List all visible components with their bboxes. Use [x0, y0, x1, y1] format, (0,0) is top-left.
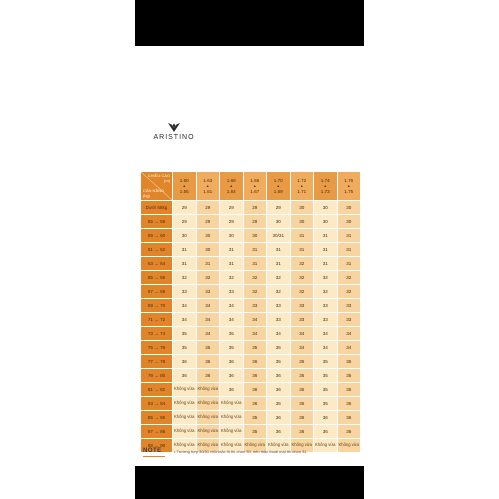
- size-cell: 33: [337, 299, 361, 313]
- size-cell: 31: [243, 243, 267, 257]
- table-body: [141, 201, 361, 453]
- size-cell: 31: [196, 257, 220, 271]
- size-cell: 29: [243, 215, 267, 229]
- height-max: 1.70: [273, 178, 283, 183]
- size-cell: 33: [267, 299, 291, 313]
- height-max: 1.66: [226, 178, 236, 183]
- size-cell: 30: [290, 215, 314, 229]
- size-cell: 29: [196, 201, 220, 215]
- weight-range-label: 85 → 86: [141, 411, 173, 425]
- size-cell: Không vừa: [290, 439, 314, 453]
- size-cell: 33: [196, 285, 220, 299]
- size-cell: 36: [314, 411, 338, 425]
- size-cell: 30: [314, 215, 338, 229]
- size-cell: 36: [196, 369, 220, 383]
- size-cell: 33: [314, 313, 338, 327]
- size-cell: 36: [290, 411, 314, 425]
- size-cell: 35: [314, 369, 338, 383]
- size-cell: 32: [337, 271, 361, 285]
- size-cell: 31: [173, 257, 197, 271]
- height-min: 1.75: [344, 189, 354, 194]
- size-cell: 35: [267, 341, 291, 355]
- size-cell: 34: [243, 313, 267, 327]
- arrow-up-icon: ▲: [182, 184, 186, 188]
- size-cell: Không vừa: [220, 411, 244, 425]
- height-max: 1.68: [250, 178, 260, 183]
- size-cell: 30: [337, 215, 361, 229]
- size-cell: 36: [243, 383, 267, 397]
- size-cell: 31: [337, 229, 361, 243]
- weight-range-label: 79 → 80: [141, 369, 173, 383]
- arrow-up-icon: ▲: [300, 184, 304, 188]
- size-cell: 34: [267, 327, 291, 341]
- weight-range-label: 69 → 70: [141, 299, 173, 313]
- size-cell: 29: [220, 215, 244, 229]
- size-cell: 35: [220, 341, 244, 355]
- size-cell: 31: [314, 243, 338, 257]
- size-cell: 34: [196, 313, 220, 327]
- size-cell: 36: [314, 425, 338, 439]
- size-cell: 36: [267, 369, 291, 383]
- arrow-up-icon: ▲: [323, 184, 327, 188]
- size-cell: 33: [243, 299, 267, 313]
- arrow-up-icon: ▲: [276, 184, 280, 188]
- weight-range-label: 67 → 68: [141, 285, 173, 299]
- size-cell: 35: [173, 341, 197, 355]
- size-cell: 32: [337, 285, 361, 299]
- size-cell: 34: [290, 327, 314, 341]
- height-label: CHIỀU CAO: [147, 173, 170, 178]
- weight-range-label: 81 → 82: [141, 383, 173, 397]
- size-cell: 30/31: [267, 229, 291, 243]
- size-cell: 29: [173, 201, 197, 215]
- aristino-emblem-icon: [167, 122, 181, 133]
- height-unit: (m): [164, 177, 170, 183]
- size-cell: Không vừa: [196, 397, 220, 411]
- corner-weight-label: [143, 189, 164, 198]
- size-cell: 29: [267, 201, 291, 215]
- arrow-up-icon: ▲: [229, 184, 233, 188]
- size-cell: Không vừa: [196, 439, 220, 453]
- size-cell: 31: [267, 243, 291, 257]
- table-row: [141, 341, 361, 355]
- size-cell: 34: [243, 327, 267, 341]
- size-cell: 34: [173, 313, 197, 327]
- size-cell: Không vừa: [196, 383, 220, 397]
- height-min: 1.71: [297, 189, 307, 194]
- size-chart-table: [140, 171, 361, 453]
- size-cell: 34: [290, 341, 314, 355]
- size-cell: 32: [290, 271, 314, 285]
- size-cell: 34: [220, 313, 244, 327]
- size-cell: 35: [314, 383, 338, 397]
- size-cell: 31: [337, 243, 361, 257]
- top-black-bar: [135, 0, 364, 46]
- size-cell: 35: [267, 355, 291, 369]
- size-cell: 35: [290, 355, 314, 369]
- size-cell: 32: [196, 271, 220, 285]
- size-cell: 36: [243, 369, 267, 383]
- size-cell: 35: [243, 341, 267, 355]
- size-cell: 31: [337, 257, 361, 271]
- size-cell: Không vừa: [337, 439, 361, 453]
- size-cell: 31: [290, 243, 314, 257]
- size-cell: 34: [337, 327, 361, 341]
- note-section: [140, 445, 360, 459]
- table-row: [141, 411, 361, 425]
- size-cell: 32: [290, 257, 314, 271]
- size-cell: 36: [220, 355, 244, 369]
- size-cell: 32: [290, 285, 314, 299]
- weight-range-label: 83 → 84: [141, 397, 173, 411]
- height-column-header: [173, 172, 197, 201]
- weight-range-label: 87 → 88: [141, 425, 173, 439]
- height-column-header: [243, 172, 267, 201]
- corner-height-label: [148, 174, 170, 183]
- table-row: [141, 243, 361, 257]
- size-cell: 36: [337, 425, 361, 439]
- size-cell: 29: [220, 201, 244, 215]
- weight-range-label: Dưới 55kg: [141, 201, 173, 215]
- table-row: [141, 313, 361, 327]
- size-cell: 33: [337, 313, 361, 327]
- bottom-black-bar: [135, 466, 364, 499]
- weight-range-label: 59 → 60: [141, 229, 173, 243]
- height-min: 1.64: [226, 189, 236, 194]
- size-cell: Không vừa: [220, 425, 244, 439]
- table-row: [141, 369, 361, 383]
- size-cell: 31: [314, 257, 338, 271]
- height-column-header: [290, 172, 314, 201]
- size-cell: 33: [220, 285, 244, 299]
- note-text: • Trường hợp 30/31 nếu mặc fit thì chọn 30, nếu mặc thoải mái thì chọn 31: [174, 449, 307, 454]
- table-row: [141, 425, 361, 439]
- size-cell: 34: [196, 299, 220, 313]
- size-cell: Không vừa: [196, 411, 220, 425]
- height-column-header: [314, 172, 338, 201]
- size-cell: 36: [243, 397, 267, 411]
- table-row: [141, 327, 361, 341]
- size-cell: 33: [290, 299, 314, 313]
- size-cell: 36: [337, 411, 361, 425]
- size-cell: Không vừa: [173, 439, 197, 453]
- size-cell: 32: [173, 271, 197, 285]
- size-cell: 32: [267, 271, 291, 285]
- size-cell: 30: [173, 229, 197, 243]
- table-row: [141, 299, 361, 313]
- size-cell: 35: [290, 397, 314, 411]
- size-cell: 35: [243, 411, 267, 425]
- size-cell: 36: [173, 369, 197, 383]
- size-cell: 35: [337, 383, 361, 397]
- size-cell: 30: [220, 229, 244, 243]
- size-cell: 34: [314, 341, 338, 355]
- size-cell: 35: [173, 327, 197, 341]
- size-cell: 36: [220, 369, 244, 383]
- table-row: [141, 229, 361, 243]
- size-cell: 34: [173, 299, 197, 313]
- size-cell: 35: [337, 355, 361, 369]
- height-column-header: [196, 172, 220, 201]
- table-row: [141, 355, 361, 369]
- weight-range-label: 77 → 78: [141, 355, 173, 369]
- note-underline: [143, 456, 165, 457]
- table-row: [141, 257, 361, 271]
- size-cell: Không vừa: [243, 439, 267, 453]
- table-row: [141, 285, 361, 299]
- size-cell: 34: [314, 327, 338, 341]
- brand-logo: [144, 122, 204, 141]
- size-cell: 36: [267, 411, 291, 425]
- height-min: 1.73: [320, 189, 330, 194]
- weight-range-label: 63 → 64: [141, 257, 173, 271]
- size-cell: 33: [290, 313, 314, 327]
- height-max: 1.60: [179, 178, 189, 183]
- size-cell: Không vừa: [196, 425, 220, 439]
- size-cell: 32: [243, 285, 267, 299]
- height-min: 1.69: [273, 189, 283, 194]
- size-cell: 36: [173, 355, 197, 369]
- weight-range-label: 73 → 74: [141, 327, 173, 341]
- size-cell: 35: [196, 341, 220, 355]
- size-cell: 29: [243, 201, 267, 215]
- arrow-up-icon: ▲: [206, 184, 210, 188]
- table-row: [141, 271, 361, 285]
- size-cell: 29: [196, 215, 220, 229]
- size-cell: 36: [267, 425, 291, 439]
- size-cell: 30: [196, 243, 220, 257]
- weight-range-label: 61 → 62: [141, 243, 173, 257]
- weight-range-label: 55 → 58: [141, 215, 173, 229]
- size-cell: 31: [220, 257, 244, 271]
- size-cell: 29: [173, 215, 197, 229]
- size-cell: 33: [267, 313, 291, 327]
- arrow-up-icon: ▲: [253, 184, 257, 188]
- size-cell: 30: [290, 201, 314, 215]
- weight-range-label: 71 → 72: [141, 313, 173, 327]
- size-cell: Không vừa: [173, 425, 197, 439]
- table-row: [141, 215, 361, 229]
- size-cell: Không vừa: [220, 439, 244, 453]
- size-cell: 31: [290, 229, 314, 243]
- height-column-header: [337, 172, 361, 201]
- size-cell: 31: [267, 257, 291, 271]
- size-cell: 34: [220, 299, 244, 313]
- size-cell: 35: [243, 425, 267, 439]
- size-cell: Không vừa: [173, 411, 197, 425]
- weight-label: CÂN NẶNG: [143, 188, 165, 193]
- height-column-header: [267, 172, 291, 201]
- size-cell: Không vừa: [173, 397, 197, 411]
- size-cell: 35: [314, 355, 338, 369]
- size-cell: Không vừa: [314, 439, 338, 453]
- height-min: 1.67: [250, 189, 260, 194]
- size-cell: 31: [220, 243, 244, 257]
- table-row: [141, 201, 361, 215]
- size-cell: 35: [267, 397, 291, 411]
- size-cell: 36: [267, 383, 291, 397]
- height-column-header: [220, 172, 244, 201]
- header-row: [141, 172, 361, 201]
- size-cell: 31: [173, 243, 197, 257]
- size-cell: 32: [314, 271, 338, 285]
- size-cell: 34: [337, 341, 361, 355]
- size-cell: 30: [196, 229, 220, 243]
- height-min: 1.55: [179, 189, 189, 194]
- size-cell: 36: [290, 425, 314, 439]
- size-cell: 31: [314, 229, 338, 243]
- weight-range-label: 75 → 76: [141, 341, 173, 355]
- size-cell: 33: [314, 299, 338, 313]
- height-max: 1.72: [297, 178, 307, 183]
- arrow-up-icon: ▲: [347, 184, 351, 188]
- size-cell: Không vừa: [220, 397, 244, 411]
- table-row: [141, 383, 361, 397]
- size-cell: Không vừa: [173, 383, 197, 397]
- size-cell: 30: [314, 201, 338, 215]
- size-cell: 36: [243, 355, 267, 369]
- weight-unit: (kg): [143, 192, 150, 198]
- height-max: 1.63: [203, 178, 213, 183]
- weight-range-label: 65 → 66: [141, 271, 173, 285]
- height-min: 1.61: [203, 189, 213, 194]
- size-cell: Không vừa: [267, 439, 291, 453]
- note-label: NOTE: [143, 448, 162, 454]
- height-max: 1.76: [344, 178, 354, 183]
- size-cell: 35: [337, 397, 361, 411]
- size-cell: 35: [314, 397, 338, 411]
- size-cell: 32: [220, 271, 244, 285]
- size-cell: 32: [243, 271, 267, 285]
- height-max: 1.74: [320, 178, 330, 183]
- size-cell: 36: [196, 355, 220, 369]
- weight-range-label: 89 → 90: [141, 439, 173, 453]
- table-row: [141, 397, 361, 411]
- size-cell: 30: [337, 201, 361, 215]
- size-cell: 30: [267, 215, 291, 229]
- size-cell: 34: [196, 327, 220, 341]
- brand-name: ARISTINO: [153, 134, 195, 141]
- size-cell: 32: [314, 285, 338, 299]
- size-cell: 35: [290, 369, 314, 383]
- size-cell: 35: [337, 369, 361, 383]
- size-cell: 32: [267, 285, 291, 299]
- size-cell: 36: [220, 383, 244, 397]
- size-cell: 35: [220, 327, 244, 341]
- corner-header: [141, 172, 173, 201]
- size-cell: 35: [290, 383, 314, 397]
- size-cell: 33: [173, 285, 197, 299]
- size-cell: 30: [243, 229, 267, 243]
- size-cell: 31: [243, 257, 267, 271]
